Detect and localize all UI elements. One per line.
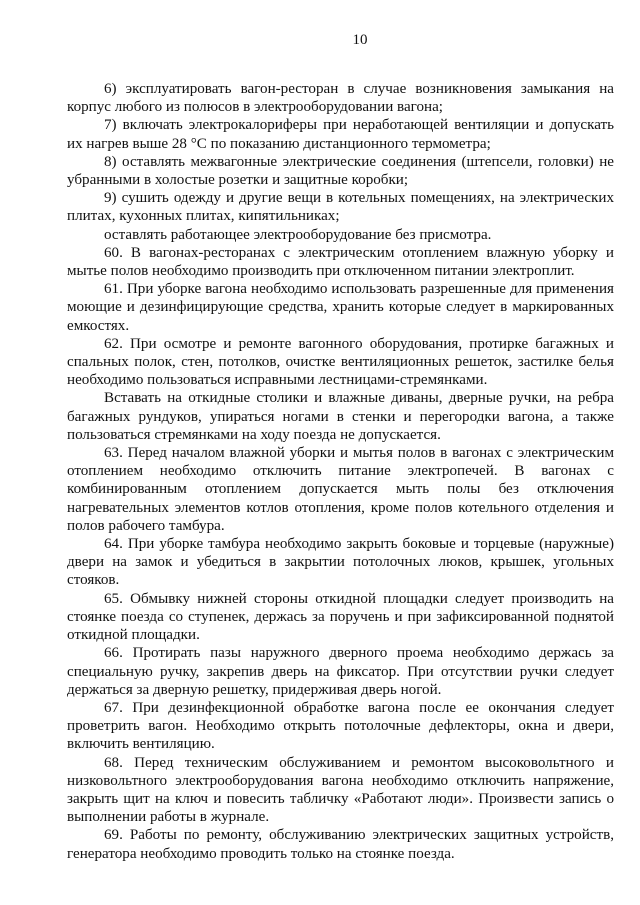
paragraph-9-continued: оставлять работающее электрооборудование без присмотра. (104, 226, 492, 243)
paragraph-8: 8) оставлять межвагонные электрические соединения (штепсели, головки) не убранными в холостые розетки и защитные коробки; (67, 153, 614, 189)
paragraph-68: 68. Перед техническим обслуживанием и ремонтом высоковольтного и низковольтного электрооборудования вагона необходимо отключить напряжение, закрыть щит на ключ и повесить табличку «Работают люди». Произвести запись о выполнении работы в журнале. (67, 754, 614, 826)
body-text (67, 80, 614, 863)
paragraph-9: 9) сушить одежду и другие вещи в котельных помещениях, на электрических плитах, кухонных плитах, кипятильниках; (67, 190, 614, 225)
paragraph-62: 62. При осмотре и ремонте вагонного оборудования, протирке багажных и спальных полок, стен, потолков, очистке вентиляционных решеток, застилке белья необходимо пользоваться исправными лестницами-стремянками. (67, 335, 614, 389)
paragraph-69: 69. Работы по ремонту, обслуживанию электрических защитных устройств, генератора необходимо проводить только на стоянке поезда. (67, 827, 614, 862)
paragraph-61: 61. При уборке вагона необходимо использовать разрешенные для применения моющие и дезинфицирующие средства, хранить которые следует в маркированных емкостях. (67, 281, 614, 334)
paragraph-65: 65. Обмывку нижней стороны откидной площадки следует производить на стоянке поезда со ступенек, держась за поручень и при зафиксированной поднятой откидной площадки. (67, 590, 614, 644)
paragraph-66: 66. Протирать пазы наружного дверного проема необходимо держась за специальную ручку, закрепив дверь на фиксатор. При отсутствии ручки следует держаться за дверную решетку, придерживая дверь ногой. (67, 645, 614, 698)
paragraph-6: 6) эксплуатировать вагон-ресторан в случае возникновения замыкания на корпус любого из полюсов в электрооборудовании вагона; (67, 81, 614, 116)
paragraph-7: 7) включать электрокалориферы при неработающей вентиляции и допускать их нагрев выше 28 °С по показанию дистанционного термометра; (67, 117, 614, 152)
paragraph-63: 63. Перед началом влажной уборки и мытья полов в вагонах с электрическим отоплением необходимо отключить питание электропечей. В вагонах с комбинированным отоплением допускается мыть полы без отключения нагревательных элементов котлов отопления, кроме полов котельного отделения и полов рабочего тамбура. (67, 445, 614, 534)
paragraph-60: 60. В вагонах-ресторанах с электрическим отоплением влажную уборку и мытье полов необходимо производить при отключенном питании электроплит. (67, 244, 614, 280)
paragraph-62-continued: Вставать на откидные столики и влажные диваны, дверные ручки, на ребра багажных рундуков, упираться ногами в стенки и перегородки вагона, а также пользоваться стремянками на ходу поезда не допускается. (67, 390, 614, 443)
paragraph-64: 64. При уборке тамбура необходимо закрыть боковые и торцевые (наружные) двери на замок и убедиться в закрытии потолочных люков, крышек, угольных стояков. (67, 536, 614, 589)
paragraph-67: 67. При дезинфекционной обработке вагона после ее окончания следует проветрить вагон. Необходимо открыть потолочные дефлекторы, окна и двери, включить вентиляцию. (67, 699, 614, 753)
page-number: 10 (352, 32, 368, 48)
